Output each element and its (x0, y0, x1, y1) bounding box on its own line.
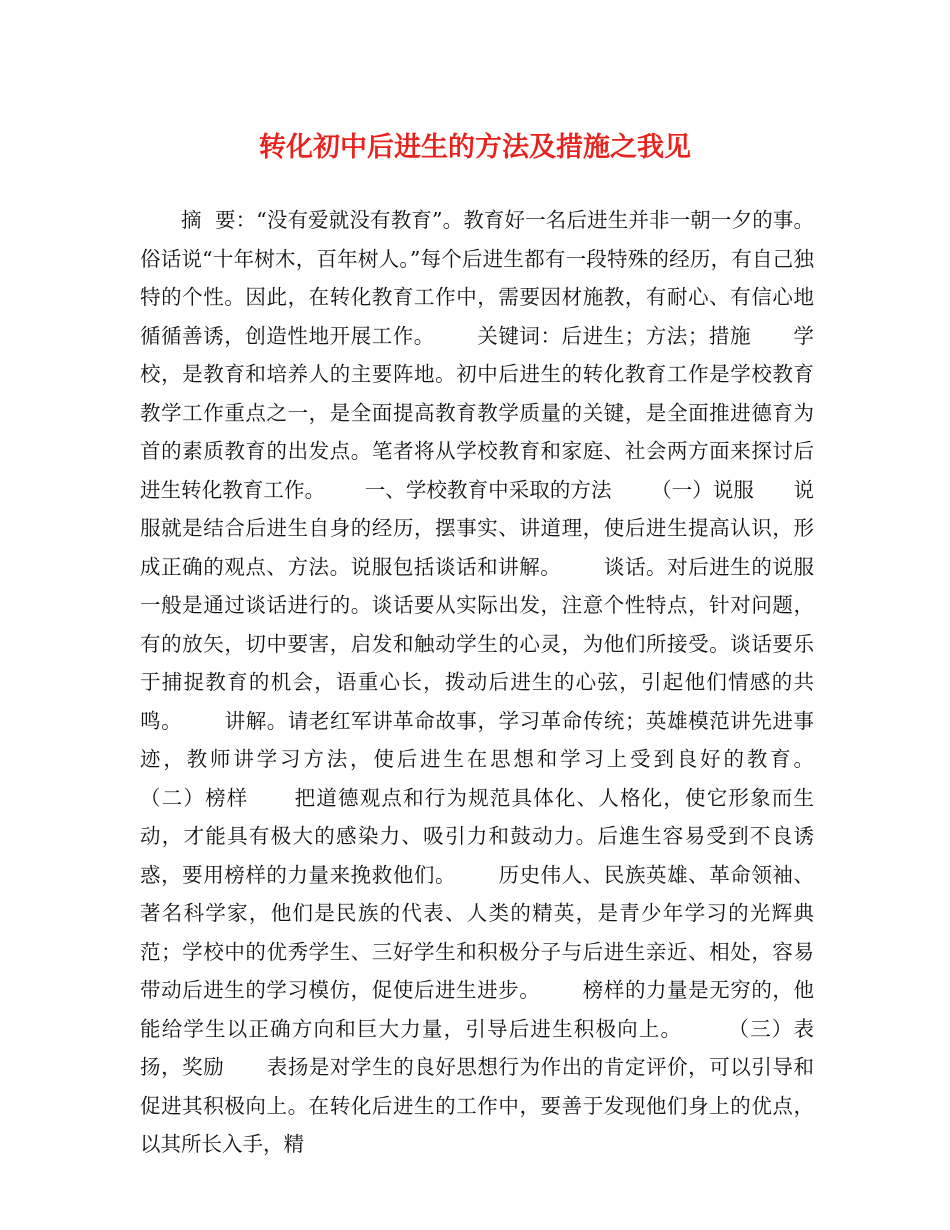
document-title: 转化初中后进生的方法及措施之我见 (259, 132, 691, 163)
document-body: 摘 要：“没有爱就没有教育”。教育好一名后进生并非一朝一夕的事。俗话说“十年树木，百年树人。”每个后进生都有一段特殊的经历，有自己独特的个性。因此，在转化教育工作中，需要因材施教，有耐心、有信心地循循善诱，创造性地开展工作。 关键词：后进生；方法；措施 学校，是教育和培养人的主要阵地。初中后进生的转化教育工作是学校教育教学工作重点之一，是全面提高教育教学质量的关键，是全面推进德育为首的素质教育的出发点。笔者将从学校教育和家庭、社会两方面来探讨后进生转化教育工作。 一、学校教育中采取的方法 （一）说服 说服就是结合后进生自身的经历，摆事实、讲道理，使后进生提高认识，形成正确的观点、方法。说服包括谈话和讲解。 谈话。对后进生的说服一般是通过谈话进行的。谈话要从实际出发，注意个性特点，针对问题，有的放矢，切中要害，启发和触动学生的心灵，为他们所接受。谈话要乐于捕捉教育的机会，语重心长，拨动后进生的心弦，引起他们情感的共鸣。 讲解。请老红军讲革命故事，学习革命传统；英雄模范讲先进事迹，教师讲学习方法，使后进生在思想和学习上受到良好的教育。 （二）榜样 把道德观点和行为规范具体化、人格化，使它形象而生动，才能具有极大的感染力、吸引力和鼓动力。后進生容易受到不良诱惑，要用榜样的力量来挽救他们。 历史伟人、民族英雄、革命领袖、著名科学家，他们是民族的代表、人类的精英，是青少年学习的光辉典范；学校中的优秀学生、三好学生和积极分子与后进生亲近、相处，容易带动后进生的学习模仿，促使后进生进步。 榜样的力量是无穷的，他能给学生以正确方向和巨大力量，引导后进生积极向上。 （三）表扬，奖励 表扬是对学生的良好思想行为作出的肯定评价，可以引导和促进其积极向上。在转化后进生的工作中，要善于发现他们身上的优点，以其所长入手，精 (140, 208, 854, 1156)
